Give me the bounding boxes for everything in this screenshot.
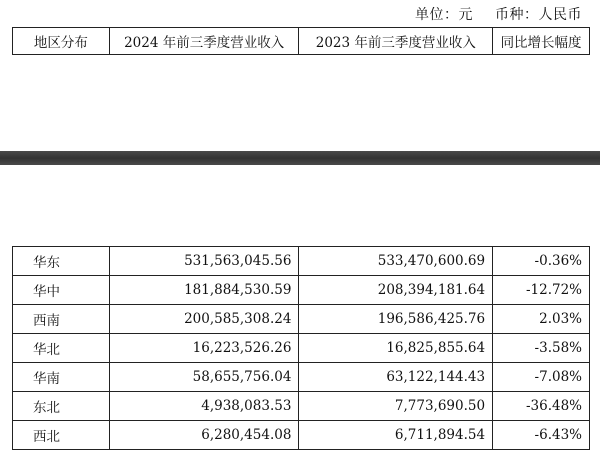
unit-label: 单位：元 bbox=[415, 7, 473, 23]
col-header-growth: 同比增长幅度 bbox=[493, 28, 590, 55]
col-header-revenue-2023: 2023 年前三季度营业收入 bbox=[299, 28, 493, 55]
cell-growth: -3.58% bbox=[493, 334, 590, 363]
table-row bbox=[13, 305, 590, 334]
cell-growth: 2.03% bbox=[493, 305, 590, 334]
cell-region: 东北 bbox=[13, 392, 110, 421]
cell-revenue-2023: 6,711,894.54 bbox=[299, 421, 493, 450]
cell-region: 西南 bbox=[13, 305, 110, 334]
cell-growth: -6.43% bbox=[493, 421, 590, 450]
header-row bbox=[13, 28, 590, 55]
table-row bbox=[13, 334, 590, 363]
cell-growth: -0.36% bbox=[493, 247, 590, 276]
unit-currency-line bbox=[415, 4, 582, 24]
cell-region: 华东 bbox=[13, 247, 110, 276]
table-row bbox=[13, 392, 590, 421]
currency-label: 币种：人民币 bbox=[495, 7, 582, 23]
cell-revenue-2023: 16,825,855.64 bbox=[299, 334, 493, 363]
cell-revenue-2024: 181,884,530.59 bbox=[109, 276, 299, 305]
cell-revenue-2024: 16,223,526.26 bbox=[109, 334, 299, 363]
page-divider-bar bbox=[0, 151, 600, 165]
cell-region: 华北 bbox=[13, 334, 110, 363]
col-header-revenue-2024: 2024 年前三季度营业收入 bbox=[109, 28, 299, 55]
cell-growth: -36.48% bbox=[493, 392, 590, 421]
table-row bbox=[13, 421, 590, 450]
cell-revenue-2023: 208,394,181.64 bbox=[299, 276, 493, 305]
cell-revenue-2024: 200,585,308.24 bbox=[109, 305, 299, 334]
cell-revenue-2024: 4,938,083.53 bbox=[109, 392, 299, 421]
cell-region: 华中 bbox=[13, 276, 110, 305]
cell-revenue-2023: 7,773,690.50 bbox=[299, 392, 493, 421]
cell-revenue-2024: 531,563,045.56 bbox=[109, 247, 299, 276]
cell-region: 西北 bbox=[13, 421, 110, 450]
col-header-region: 地区分布 bbox=[13, 28, 110, 55]
cell-growth: -7.08% bbox=[493, 363, 590, 392]
revenue-table-header bbox=[12, 27, 590, 55]
revenue-table-body bbox=[12, 246, 590, 450]
cell-revenue-2024: 58,655,756.04 bbox=[109, 363, 299, 392]
cell-revenue-2023: 533,470,600.69 bbox=[299, 247, 493, 276]
table-row bbox=[13, 276, 590, 305]
table-row bbox=[13, 363, 590, 392]
cell-revenue-2024: 6,280,454.08 bbox=[109, 421, 299, 450]
cell-revenue-2023: 196,586,425.76 bbox=[299, 305, 493, 334]
table-row bbox=[13, 247, 590, 276]
cell-growth: -12.72% bbox=[493, 276, 590, 305]
cell-region: 华南 bbox=[13, 363, 110, 392]
cell-revenue-2023: 63,122,144.43 bbox=[299, 363, 493, 392]
